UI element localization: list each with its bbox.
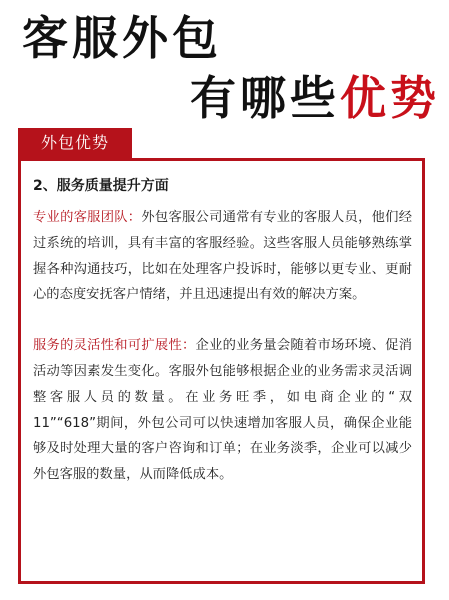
section-heading: 2、服务质量提升方面 <box>33 178 169 194</box>
paragraph-lead: 专业的客服团队： <box>33 210 142 225</box>
paragraph-flexibility <box>33 333 412 488</box>
paragraph-spacer <box>33 308 412 333</box>
paragraph-professional-team <box>33 205 412 308</box>
content-body <box>33 175 412 488</box>
page-title-line1: 客服外包 <box>22 11 222 65</box>
page-title-line2 <box>190 70 440 126</box>
paragraph-body: 外包客服公司通常有专业的客服人员，他们经过系统的培训，具有丰富的客服经验。这些客服人员能够熟练掌握各种沟通技巧，比如在处理客户投诉时，能够以更专业、更耐心的态度安抚客户情绪，并且迅速提出有效的解决方案。 <box>33 210 413 303</box>
paragraph-body: 企业的业务量会随着市场环境、促消活动等因素发生变化。客服外包能够根据企业的业务需求灵活调整客服人员的数量。在业务旺季，如电商企业的“双 11”“618”期间，外包公司可以快速增加客服人员，确保企业能够及时处理大量的客户咨询和订单；在业务淡季，企业可以减少外包客服的数量，从而降低成本。 <box>33 338 413 483</box>
title-accent-text: 优势 <box>340 71 440 125</box>
section-tag: 外包优势 <box>18 128 132 158</box>
paragraph-lead: 服务的灵活性和可扩展性： <box>33 338 196 354</box>
content-box <box>18 158 425 584</box>
title-plain-text: 有哪些 <box>190 71 340 125</box>
